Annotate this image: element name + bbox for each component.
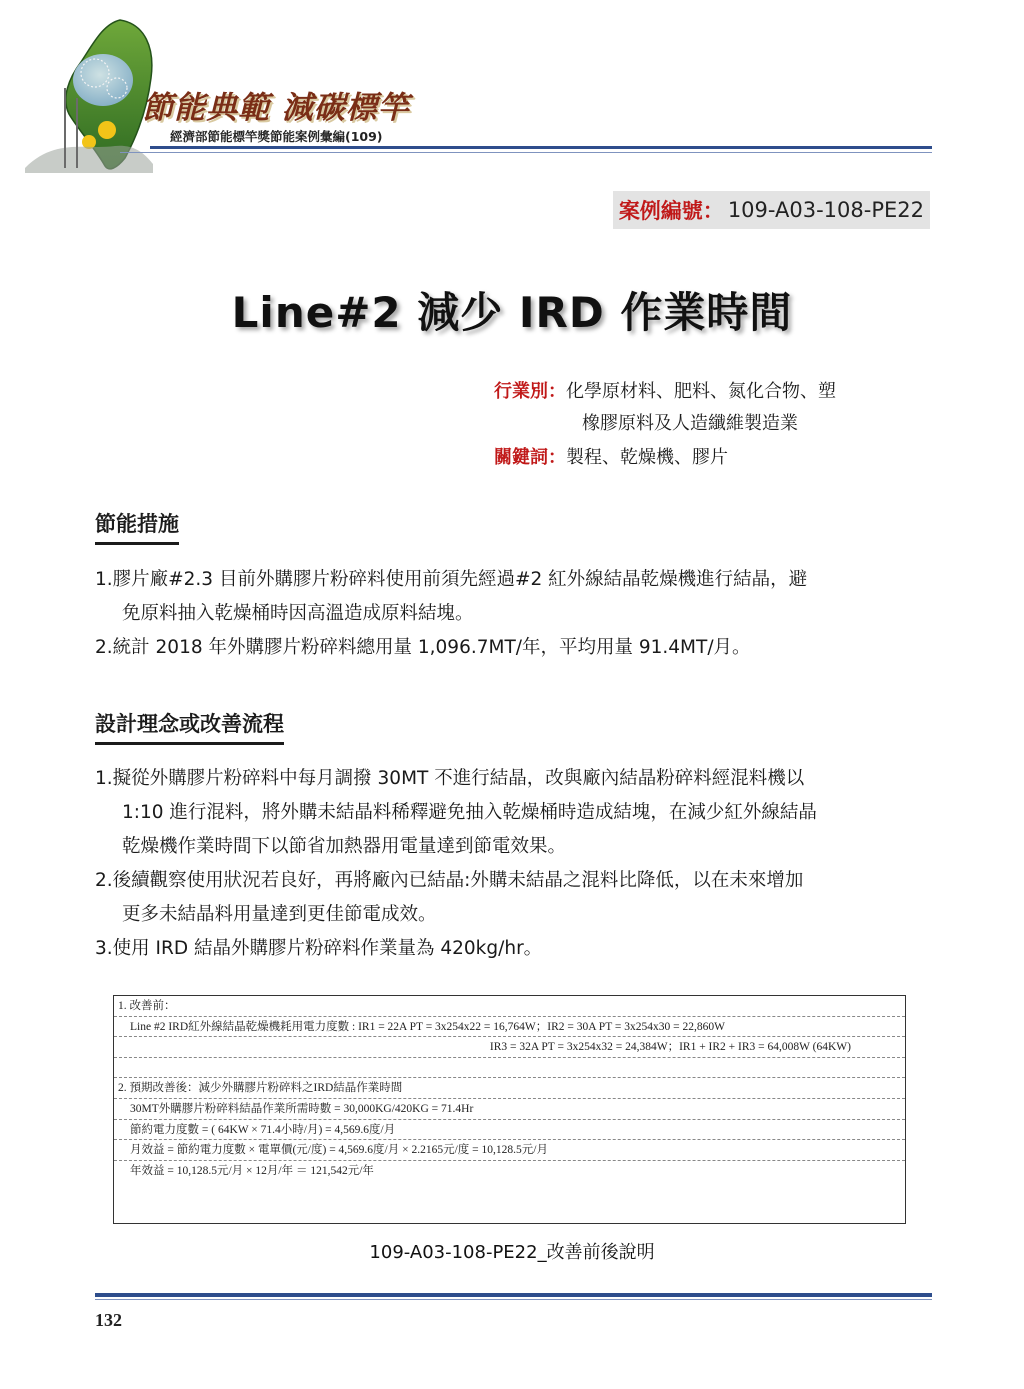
list-item: 3.使用 IRD 結晶外購膠片粉碎料作業量為 420kg/hr。	[95, 938, 543, 959]
keywords-label: 關鍵詞：	[494, 447, 566, 468]
table-row: 2. 預期改善後：減少外購膠片粉碎料之IRD結晶作業時間	[114, 1078, 905, 1099]
table-caption: 109-A03-108-PE22_改善前後說明	[369, 1242, 655, 1263]
measures-list	[95, 563, 935, 665]
header-rule-thin	[120, 152, 932, 153]
keywords-row	[494, 443, 728, 469]
list-item: 2.統計 2018 年外購膠片粉碎料總用量 1,096.7MT/年，平均用量 91.4MT/月。	[95, 637, 751, 658]
industry-value-line1: 化學原材料、肥料、氮化合物、塑	[566, 381, 836, 402]
case-number-box	[613, 191, 930, 229]
table-row: 1. 改善前：	[114, 996, 905, 1017]
brand-subtitle: 經濟部節能標竿獎節能案例彙編(109)	[170, 129, 383, 144]
list-item-continuation: 更多未結晶料用量達到更佳節電成效。	[122, 904, 437, 925]
list-item: 2.後續觀察使用狀況若良好，再將廠內已結晶:外購未結晶之混料比降低，以在未來增加	[95, 870, 804, 891]
industry-row	[494, 377, 836, 403]
section-heading-measures: 節能措施	[95, 508, 179, 545]
footer-rule	[95, 1293, 932, 1297]
table-row: 年效益 = 10,128.5元/月 × 12月/年 ＝ 121,542元/年	[130, 1164, 374, 1177]
section-heading-design: 設計理念或改善流程	[95, 708, 284, 745]
case-number-value: 109-A03-108-PE22	[727, 198, 924, 222]
list-item-continuation: 1:10 進行混料，將外購未結晶料稀釋避免抽入乾燥桶時造成結塊，在減少紅外線結晶	[122, 802, 817, 823]
keywords-value: 製程、乾燥機、膠片	[566, 447, 728, 468]
footer-rule-thin	[95, 1299, 932, 1300]
page-number: 132	[95, 1310, 122, 1330]
list-item-continuation: 乾燥機作業時間下以節省加熱器用電量達到節電效果。	[122, 836, 567, 857]
list-item: 1.膠片廠#2.3 目前外購膠片粉碎料使用前須先經過#2 紅外線結晶乾燥機進行結晶，避	[95, 569, 808, 590]
list-item: 1.擬從外購膠片粉碎料中每月調撥 30MT 不進行結晶，改與廠內結晶粉碎料經混料機以	[95, 768, 805, 789]
header-rule	[150, 146, 932, 149]
industry-label: 行業別：	[494, 381, 566, 402]
table-row: 30MT外購膠片粉碎料結晶作業所需時數 = 30,000KG/420KG = 71.4Hr	[114, 1099, 905, 1120]
list-item-continuation: 免原料抽入乾燥桶時因高溫造成原料結塊。	[122, 603, 474, 624]
design-list	[95, 762, 935, 966]
calculation-table	[113, 995, 906, 1224]
industry-value-line2: 橡膠原料及人造纖維製造業	[582, 413, 798, 434]
case-number-label: 案例編號：	[618, 199, 724, 223]
page-title: Line#2 減少 IRD 作業時間	[231, 288, 793, 337]
brand-title: 節能典範 減碳標竿	[142, 90, 410, 126]
table-row: Line #2 IRD紅外線結晶乾燥機耗用電力度數 : IR1 = 22A PT = 3x254x22 = 16,764W；IR2 = 30A PT = 3x254x30 = 22,860W	[114, 1017, 905, 1038]
table-row: 月效益 = 節約電力度數 × 電單價(元/度) = 4,569.6度/月 × 2.2165元/度 = 10,128.5元/月	[114, 1140, 905, 1161]
table-row: IR3 = 32A PT = 3x254x32 = 24,384W；IR1 + IR2 + IR3 = 64,008W (64KW)	[114, 1037, 905, 1058]
table-row	[114, 1058, 905, 1079]
table-row: 節約電力度數 = ( 64KW × 71.4小時/月) = 4,569.6度/月	[114, 1120, 905, 1141]
